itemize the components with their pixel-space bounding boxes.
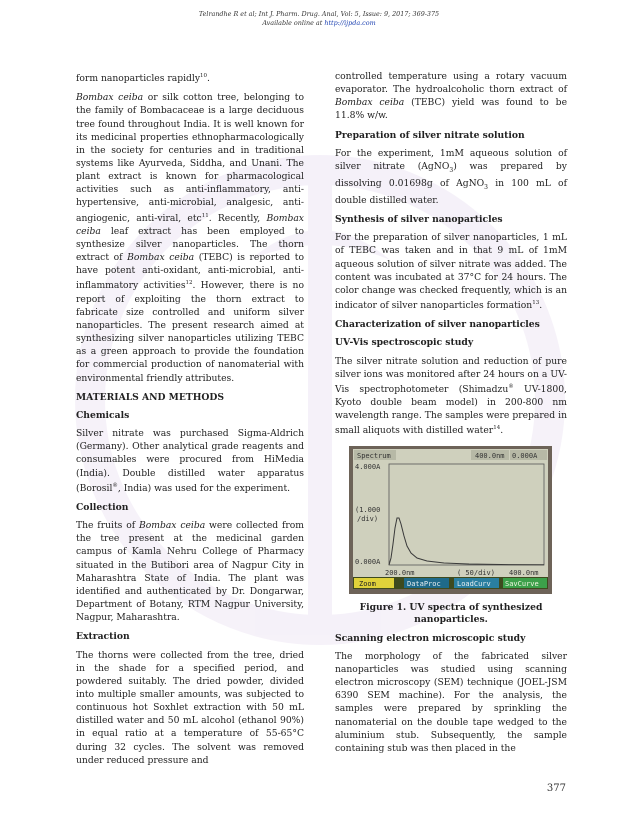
absorbance-readout: 0.000A [512, 451, 538, 460]
wavelength-readout: 400.0nm [475, 451, 505, 460]
preparation-paragraph: For the experiment, 1mM aqueous solution of silver nitrate (AgNO$_3$) was prepared by dissolving 0.01698g of AgNO$_3$ in 100 mL of double distilled water. [335, 147, 567, 206]
sem-paragraph: The morphology of the fabricated silver nanoparticles was studied using scanning electron microscopy (SEM) technique (JOEL-JSM 6390 SEM machine). For the analysis, the samples were prepared by sprinkling the nanomaterial on the double tape wedged to the aluminium stub. Subsequently, the sample containing stub was then placed in the [335, 650, 567, 754]
loadcurv-key-label: LoadCurv [457, 579, 491, 588]
subheading-preparation: Preparation of silver nitrate solution [335, 129, 525, 141]
display-screen [353, 449, 548, 589]
availability-line: Available online at http://ijpda.com [262, 19, 376, 27]
y-scale-label-1: (1.000 [355, 505, 381, 514]
x-axis-right-label: 400.0nm [509, 568, 539, 577]
running-header [0, 10, 638, 28]
subheading-sem: Scanning electron microscopic study [335, 632, 526, 644]
x-scale-label: ( 50/div) [457, 568, 495, 577]
synthesis-paragraph: For the preparation of silver nanoparticles, 1 mL of TEBC was taken and in that 9 mL of 1mM aqueous solution of silver nitrate was added. The content was incubated at 37°C for 24 hours. The color change was checked frequently, which is an indicator of silver nanoparticles formation$^{13}$. [335, 232, 567, 312]
intro-paragraph-end: form nanoparticles rapidly$^{10}$. [76, 73, 210, 85]
left-column [76, 70, 304, 773]
zoom-key-label: Zoom [359, 579, 376, 588]
chemicals-paragraph: Silver nitrate was purchased Sigma-Aldrich (Germany). Other analytical grade reagents and consumables were procured from HiMedia (India). Double distilled water apparatus (Borosil®, India) was used for the experiment. [76, 428, 304, 494]
right-column [335, 70, 567, 761]
subheading-synthesis: Synthesis of silver nanoparticles [335, 214, 503, 226]
journal-link[interactable]: http://ijpda.com [324, 19, 376, 27]
section-heading-methods: MATERIALS AND METHODS [76, 391, 224, 403]
subheading-extraction: Extraction [76, 631, 130, 643]
page-number: 377 [546, 783, 566, 794]
extraction-paragraph: The thorns were collected from the tree, dried in the shade for a specified period, and powdered suitably. The dried powder, divided into multiple smaller amounts, was subjected to continuous hot Soxhlet extraction with 50 mL distilled water and 50 mL alcohol (ethanol 90%) in equal ratio at a temperature of 55-65°C during 32 cycles. The solvent was removed under reduced pressure and [76, 649, 304, 766]
uv-spectrum-photo [349, 446, 552, 594]
uv-spectrum-figure [349, 446, 552, 594]
bombax-ceiba-paragraph: Bombax ceiba or silk cotton tree, belonging to the family of Bombacaceae is a large deciduous tree found throughout India. It is well known for its medicinal properties ethnopharmacologically in the society for centuries and in traditional systems like Ayurveda, Siddha, and Unani. The plant extract is known for pharmacological activities such as anti-inflammatory, anti-hypertensive, anti-microbial, analgesic, anti-angiogenic, anti-viral, etc$^{11}$. Recently, Bombax ceiba leaf extract has been employed to synthesize silver nanoparticles. The thorn extract of Bombax ceiba (TEBC) is reported to have potent anti-oxidant, anti-microbial, anti-inflammatory activities$^{12}$. However, there is no report of exploiting the thorn extract to fabricate size controlled and uniform silver nanoparticles. The present research aimed at synthesizing silver nanoparticles utilizing TEBC as a green approach to provide the foundation for commercial production of nanomaterial with environmental friendly attributes. [76, 92, 304, 384]
subheading-collection: Collection [76, 501, 129, 513]
x-axis-left-label: 200.0nm [385, 568, 415, 577]
y-axis-top-label: 4.000A [355, 462, 381, 471]
screen-title: Spectrum [357, 451, 391, 460]
collection-paragraph: The fruits of Bombax ceiba were collected from the tree present at the medicinal garden campus of Kamla Nehru College of Pharmacy situated in the Butibori area of Nagpur City in Maharashtra State of India. The plant was identified and authenticated by Dr. Dongarwar, Department of Botany, RTM Nagpur University, Nagpur, Maharashtra. [76, 520, 304, 624]
figure-caption: Figure 1. UV spectra of synthesized nanoparticles. [359, 601, 543, 625]
subheading-characterization: Characterization of silver nanoparticles [335, 319, 540, 331]
subheading-uv-vis: UV-Vis spectroscopic study [335, 337, 474, 349]
y-axis-bottom-label: 0.000A [355, 557, 381, 566]
subheading-chemicals: Chemicals [76, 409, 130, 421]
savcurve-key-label: SavCurve [505, 579, 539, 588]
extraction-continued-paragraph: controlled temperature using a rotary vacuum evaporator. The hydroalcoholic thorn extract of Bombax ceiba (TEBC) yield was found to be 11.8% w/w. [335, 71, 568, 122]
citation-line: Telrandhe R et al; Int J. Pharm. Drug. Anal, Vol: 5, Issue: 9, 2017; 369-375 [198, 10, 440, 18]
y-scale-label-2: /div) [357, 514, 379, 523]
uv-vis-paragraph: The silver nitrate solution and reduction of pure silver ions was monitored after 24 hours on a UV-Vis spectrophotometer (Shimadzu® UV-1800, Kyoto double beam model) in 200-800 nm wavelength range. The samples were prepared in small aliquots with distilled water$^{14}$. [335, 355, 567, 437]
dataproc-key-label: DataProc [407, 579, 441, 588]
